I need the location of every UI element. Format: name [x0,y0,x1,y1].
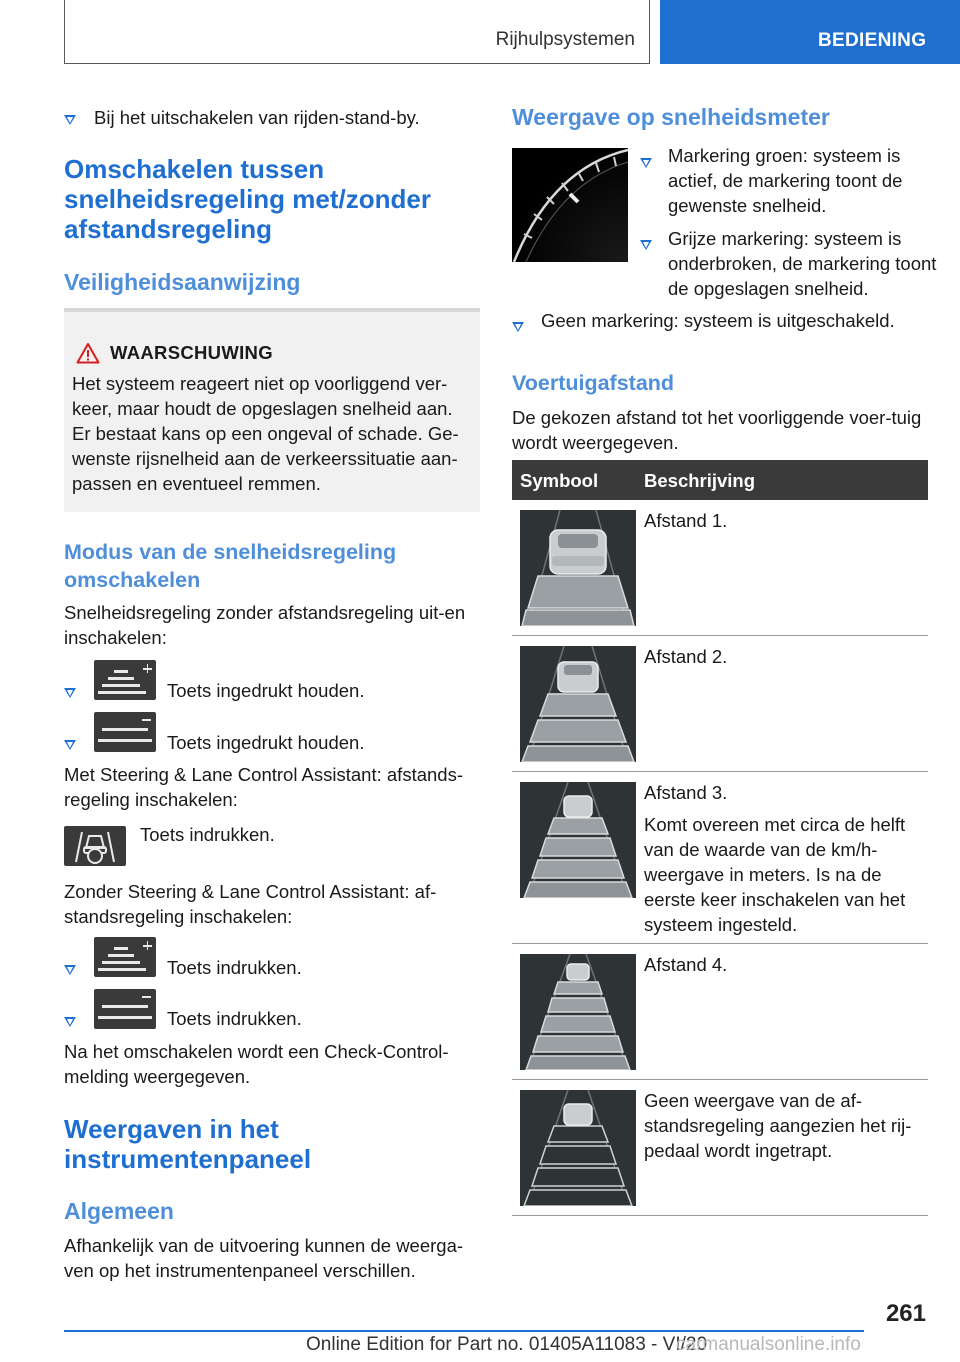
distance-4-image [520,954,636,1070]
header-section-box [64,0,650,64]
bullet-icon [640,238,652,253]
distance-increase-button-icon [94,660,156,700]
distance-decrease-button-icon [94,712,156,752]
subheading-distance: Voertuigafstand [512,371,675,395]
subheading-general: Algemeen [64,1198,174,1224]
bullet-icon [64,113,76,128]
table-row [512,500,928,636]
step-text: Toets ingedrukt houden. [167,732,365,753]
table-row [512,636,928,772]
step-text: Toets indrukken. [140,824,275,845]
subheading-mode: Modus van de snelheidsregeling omschakelen [64,540,397,592]
header-chapter-title: BEDIENING [818,30,927,51]
step-text: Toets indrukken. [167,1008,302,1029]
table-cell-description: Afstand 4. [644,954,728,975]
table-row [512,1080,928,1216]
distance-increase-button-icon [94,937,156,977]
table-cell-description: Geen weergave van de af-standsregeling aangezien het rij-pedaal wordt ingetrapt. [644,1090,912,1161]
warning-title: WAARSCHUWING [110,342,273,363]
step-text: Toets ingedrukt houden. [167,680,365,701]
table-header [512,460,928,500]
table-cell-description: Afstand 1. [644,510,728,531]
step-text: Toets indrukken. [167,957,302,978]
distance-decrease-button-icon [94,989,156,1029]
distance-3-image [520,782,636,898]
footer-watermark: carmanualsonline.info [676,1334,861,1355]
paragraph: Na het omschakelen wordt een Check-Control-melding weergegeven. [64,1041,449,1087]
table-cell-description: Afstand 3. [644,782,728,803]
bullet-icon [512,320,524,335]
table-header-description: Beschrijving [644,470,756,491]
bullet-icon [64,963,76,978]
bullet-text: Geen markering: systeem is uitgeschakeld. [541,310,895,331]
footer-divider [64,1330,864,1332]
bullet-icon [64,686,76,701]
warning-box [64,308,480,512]
page-number: 261 [885,1300,926,1327]
subheading-safety: Veiligheidsaanwijzing [64,269,301,295]
warning-triangle-icon [76,342,100,369]
bullet-text: Markering groen: systeem is actief, de markering toont de gewenste snelheid. [668,145,903,216]
paragraph: Afhankelijk van de uitvoering kunnen de weerga-ven op het instrumentenpaneel verschillen. [64,1235,464,1281]
footer-edition: Online Edition for Part no. 01405A11083 - VI/20 [306,1334,708,1355]
table-cell-description: Afstand 2. [644,646,728,667]
paragraph: Snelheidsregeling zonder afstandsregeling uit-en inschakelen: [64,602,466,648]
paragraph: De gekozen afstand tot het voorliggende voer-tuig wordt weergegeven. [512,407,922,453]
table-row [512,772,928,944]
header-chapter-tab [660,0,960,64]
bullet-icon [64,738,76,753]
header-section-title: Rijhulpsystemen [495,29,635,50]
table-header-symbol: Symbool [520,470,599,491]
bullet-text: Grijze markering: systeem is onderbroken, de markering toont de opgeslagen snelheid. [668,228,937,299]
bullet-text: Bij het uitschakelen van rijden-stand-by. [94,107,420,128]
paragraph: Met Steering & Lane Control Assistant: afstands-regeling inschakelen: [64,764,463,810]
subheading-speedometer: Weergave op snelheidsmeter [512,104,830,130]
bullet-icon [64,1015,76,1030]
bullet-icon [640,156,652,171]
distance-1-image [520,510,636,626]
table-cell-note: Komt overeen met circa de helft van de waarde van de km/h-weergave in meters. Is na de eerste keer inschakelen van het systeem ingesteld. [644,814,906,935]
lane-assistant-button-icon [64,826,126,866]
section-heading: Omschakelen tussen snelheidsregeling met/zonder afstandsregeling [64,154,431,244]
distance-2-image [520,646,636,762]
section-heading: Weergaven in het instrumentenpaneel [64,1114,312,1174]
table-row [512,944,928,1080]
warning-text: Het systeem reageert niet op voorliggend ver-keer, maar houdt de opgeslagen snelheid aan. Er bestaat kans op een ongeval of schade. Ge-wenste rijsnelheid aan de verkeerssituatie aan-passen en eventueel remmen. [72,373,459,494]
distance-off-image [520,1090,636,1206]
speedometer-image [512,148,628,262]
paragraph: Zonder Steering & Lane Control Assistant: af-standsregeling inschakelen: [64,881,437,927]
